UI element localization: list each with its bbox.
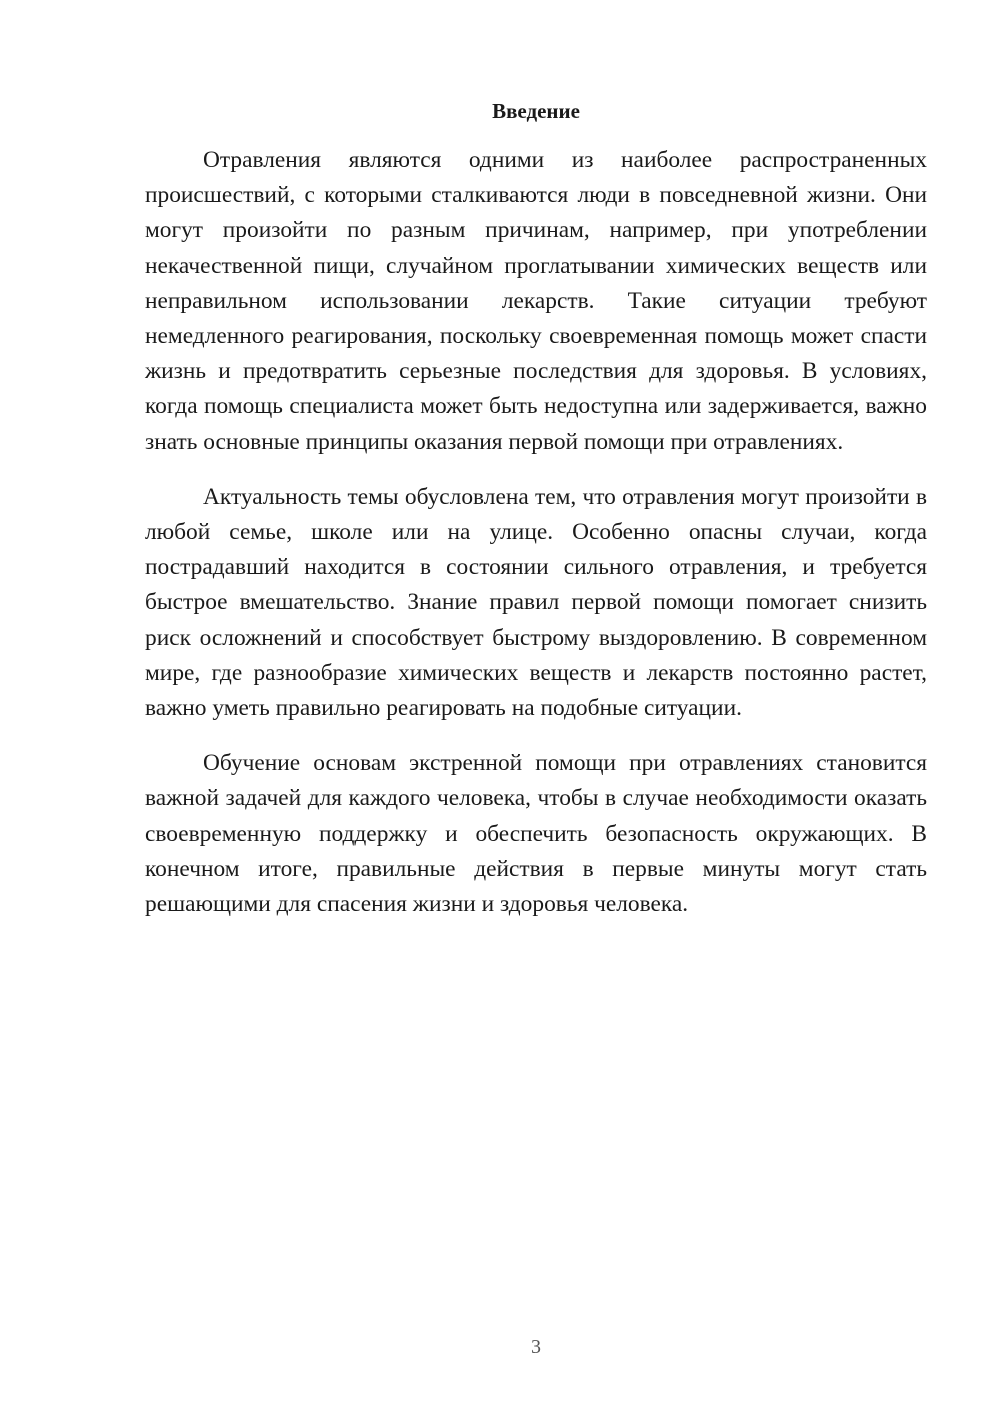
- paragraph-1: Отравления являются одними из наиболее распространенных происшествий, с которыми сталкиваются люди в повседневной жизни. Они могут произойти по разным причинам, например, при употреблении некачественной пищи, случайном проглатывании химических веществ или неправильном использовании лекарств. Такие ситуации требуют немедленного реагирования, поскольку своевременная помощь может спасти жизнь и предотвратить серьезные последствия для здоровья. В условиях, когда помощь специалиста может быть недоступна или задерживается, важно знать основные принципы оказания первой помощи при отравлениях.: [145, 147, 927, 455]
- section-heading: Введение: [492, 99, 580, 123]
- body-text: [145, 143, 927, 922]
- paragraph-3: Обучение основам экстренной помощи при отравлениях становится важной задачей для каждого человека, чтобы в случае необходимости оказать своевременную поддержку и обеспечить безопасность окружающих. В конечном итоге, правильные действия в первые минуты могут стать решающими для спасения жизни и здоровья человека.: [145, 750, 927, 918]
- paragraph-2: Актуальность темы обусловлена тем, что отравления могут произойти в любой семье, школе или на улице. Особенно опасны случаи, когда пострадавший находится в состоянии сильного отравления, и требуется быстрое вмешательство. Знание правил первой помощи помогает снизить риск осложнений и способствует быстрому выздоровлению. В современном мире, где разнообразие химических веществ и лекарств постоянно растет, важно уметь правильно реагировать на подобные ситуации.: [145, 483, 927, 722]
- page-number: 3: [531, 1336, 541, 1358]
